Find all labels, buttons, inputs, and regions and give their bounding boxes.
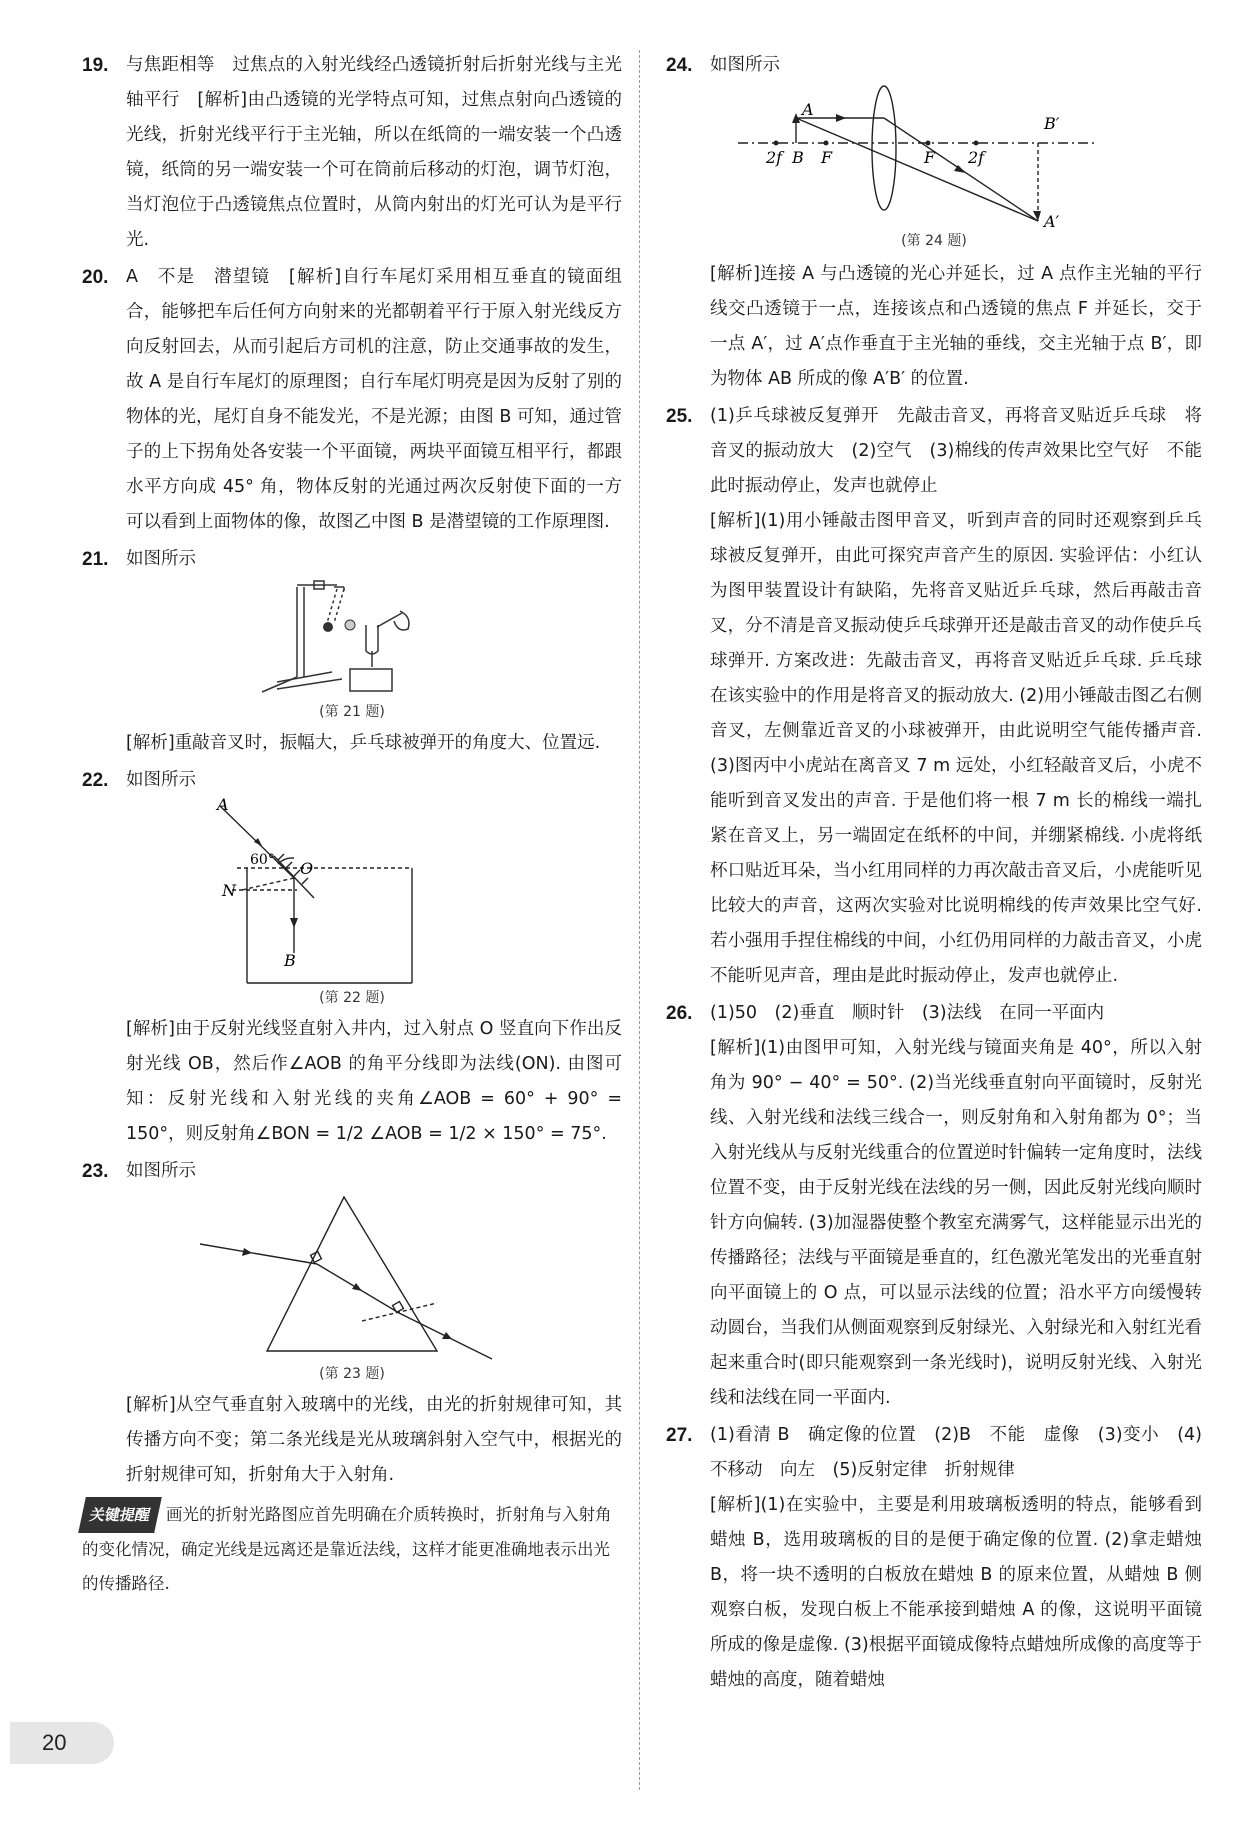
question-number: 22. (82, 770, 109, 791)
analysis-27: [解析](1)在实验中，主要是利用玻璃板透明的特点，能够看到蜡烛 B，选用玻璃板的目的是便于确定像的位置. (2)拿走蜡烛 B，将一块不透明的白板放在蜡烛 B 的原来位置，从蜡烛 B 侧观察白板，发现白板上不能承接到蜡烛 A 的像，这说明平面镜所成的像是虚像. (3)根据平面镜成像特点蜡烛所成像的高度等于蜡烛的高度，随着蜡烛 (710, 1495, 1202, 1690)
label-n: N (222, 881, 236, 900)
figure-22-caption: (第 22 题) (319, 990, 385, 1006)
answer-text: (1)看清 B 确定像的位置 (2)B 不能 虚像 (3)变小 (4)不移动 向左 (5)反射定律 折射规律 (710, 1425, 1202, 1480)
label-2f-right: 2f (968, 148, 985, 167)
question-19 (82, 48, 622, 258)
analysis-26: [解析](1)由图甲可知，入射光线与镜面夹角是 40°，所以入射角为 90° − 40° = 50°. (2)当光线垂直射向平面镜时，反射光线、入射光线和法线三线合一，则反射角和入射角都为 0°；当入射光线从与反射光线重合的位置逆时针偏转一定角度时，法线位置不变，由于反射光线在法线的另一侧，因此反射光线向顺时针方向偏转. (3)加湿器使整个教室充满雾气，这样能显示出光的传播路径；法线与平面镜是垂直的，红色激光笔发出的光垂直射向平面镜上的 O 点，可以显示法线的位置；沿水平方向缓慢转动圆台，当我们从侧面观察到反射绿光、入射绿光和入射红光看起来重合时(即只能观察到一条光线时)，说明反射光线、入射光线和法线在同一平面内. (710, 1038, 1202, 1408)
question-21 (82, 542, 622, 577)
key-tip-text: 画光的折射光路图应首先明确在介质转换时，折射角与入射角的变化情况，确定光线是远离还是靠近法线，这样才能更准确地表示出光的传播路径. (82, 1505, 612, 1593)
well-reflection-figure (82, 798, 622, 988)
label-f-left: F (821, 148, 833, 167)
label-b: B (792, 148, 804, 167)
figure-21-caption: (第 21 题) (319, 704, 385, 720)
label-o: O (300, 859, 314, 878)
question-number: 19. (82, 55, 109, 76)
page-number-tab (10, 1722, 114, 1764)
answer-text: 如图所示 (126, 1161, 196, 1181)
label-f-right: F (924, 148, 936, 167)
key-tip-badge: 关键提醒 (78, 1497, 162, 1533)
figure-24-caption: (第 24 题) (901, 233, 967, 249)
analysis-25: [解析](1)用小锤敲击图甲音叉，听到声音的同时还观察到乒乓球被反复弹开，由此可探究声音产生的原因. 实验评估：小红认为图甲装置设计有缺陷，先将音叉贴近乒乓球，然后再敲击音叉，分不清是音叉振动使乒乓球弹开还是敲击音叉的动作使乒乓球弹开. 方案改进：先敲击音叉，再将音叉贴近乒乓球. 乒乓球在该实验中的作用是将音叉的振动放大. (2)用小锤敲击图乙右侧音叉，左侧靠近音叉的小球被弹开，由此说明空气能传播声音. (3)图丙中小虎站在离音叉 7 m 远处，小红轻敲音叉后，小虎不能听到音叉发出的声音. 于是他们将一根 7 m 长的棉线一端扎紧在音叉上，另一端固定在纸杯的中间，并绷紧棉线. 小虎将纸杯口贴近耳朵，当小红用同样的力再次敲击音叉后，小虎能听见比较大的声音，这两次实验对比说明棉线的传声效果比空气好. 若小强用手捏住棉线的中间，小红仍用同样的力敲击音叉，小虎不能听见声音，理由是此时振动停止，发声也就停止. (710, 511, 1202, 986)
question-number: 27. (666, 1425, 693, 1446)
question-27 (666, 1418, 1202, 1488)
analysis-24: [解析]连接 A 与凸透镜的光心并延长，过 A 点作主光轴的平行线交凸透镜于一点，连接该点和凸透镜的焦点 F 并延长，交于一点 A′，过 A′点作垂直于主光轴的垂线，交主光轴于点 B′，即为物体 AB 所成的像 A′B′ 的位置. (710, 264, 1202, 389)
question-number: 26. (666, 1003, 693, 1024)
key-tip (82, 1497, 622, 1601)
question-25 (666, 399, 1220, 504)
label-b-prime: B′ (1044, 114, 1060, 133)
figure-24 (666, 83, 1202, 231)
answer-text: 如图所示 (710, 55, 780, 75)
question-23 (82, 1154, 622, 1189)
figure-22 (82, 798, 622, 988)
answer-text: (1)乒乓球被反复弹开 先敲击音叉，再将音叉贴近乒乓球 将音叉的振动放大 (2)空气 (3)棉线的传声效果比空气好 不能 此时振动停止，发声也就停止 (710, 406, 1220, 496)
figure-23-caption: (第 23 题) (319, 1366, 385, 1382)
label-2f-left: 2f (766, 148, 783, 167)
label-a: A (802, 100, 814, 119)
figure-21 (82, 577, 622, 702)
tuning-fork-figure (82, 577, 622, 702)
analysis-21: [解析]重敲音叉时，振幅大，乒乓球被弹开的角度大、位置远. (126, 733, 601, 753)
question-24 (666, 48, 1202, 83)
left-column (82, 48, 622, 1601)
answer-text: 如图所示 (126, 549, 196, 569)
answer-text: (1)50 (2)垂直 顺时针 (3)法线 在同一平面内 (710, 1003, 1105, 1023)
question-number: 20. (82, 267, 109, 288)
label-b: B (284, 951, 296, 970)
answer-text: 如图所示 (126, 770, 196, 790)
page-number: 20 (42, 1730, 67, 1755)
question-22 (82, 763, 622, 798)
question-number: 24. (666, 55, 693, 76)
analysis-22: [解析]由于反射光线竖直射入井内，过入射点 O 竖直向下作出反射光线 OB，然后作∠AOB 的角平分线即为法线(ON). 由图可知：反射光线和入射光线的夹角∠AOB = 60° + 90° = 150°，则反射角∠BON = 1/2 ∠AOB = 1/2 × 150° = 75°. (126, 1019, 622, 1144)
label-angle: 60° (250, 852, 275, 868)
answer-text: A 不是 潜望镜 [解析]自行车尾灯采用相互垂直的镜面组合，能够把车后任何方向射来的光都朝着平行于原入射光线反方向反射回去，从而引起后方司机的注意，防止交通事故的发生，故 A 是自行车尾灯的原理图；自行车尾灯明亮是因为反射了别的物体的光，尾灯自身不能发光，不是光源；由图 B 可知，通过管子的上下拐角处各安装一个平面镜，两块平面镜互相平行，都跟水平方向成 45° 角，物体反射的光通过两次反射使下面的一方可以看到上面物体的像，故图乙中图 B 是潜望镜的工作原理图. (126, 267, 622, 532)
question-20 (82, 260, 622, 540)
question-number: 25. (666, 406, 693, 427)
figure-23 (82, 1189, 622, 1364)
question-number: 21. (82, 549, 109, 570)
column-divider (639, 50, 640, 1790)
answer-text: 与焦距相等 过焦点的入射光线经凸透镜折射后折射光线与主光轴平行 [解析]由凸透镜的光学特点可知，过焦点射向凸透镜的光线，折射光线平行于主光轴，所以在纸筒的一端安装一个凸透镜，纸筒的另一端安装一个可在筒前后移动的灯泡，调节灯泡，当灯泡位于凸透镜焦点位置时，从筒内射出的灯光可认为是平行光. (126, 55, 622, 250)
question-26 (666, 996, 1202, 1031)
label-a: A (217, 798, 229, 814)
analysis-23: [解析]从空气垂直射入玻璃中的光线，由光的折射规律可知，其传播方向不变；第二条光线是光从玻璃斜射入空气中，根据光的折射规律可知，折射角大于入射角. (126, 1395, 622, 1485)
label-a-prime: A′ (1044, 212, 1060, 231)
prism-refraction-figure (82, 1189, 622, 1364)
right-column (666, 48, 1220, 1698)
lens-imaging-figure (666, 83, 1202, 231)
question-number: 23. (82, 1161, 109, 1182)
